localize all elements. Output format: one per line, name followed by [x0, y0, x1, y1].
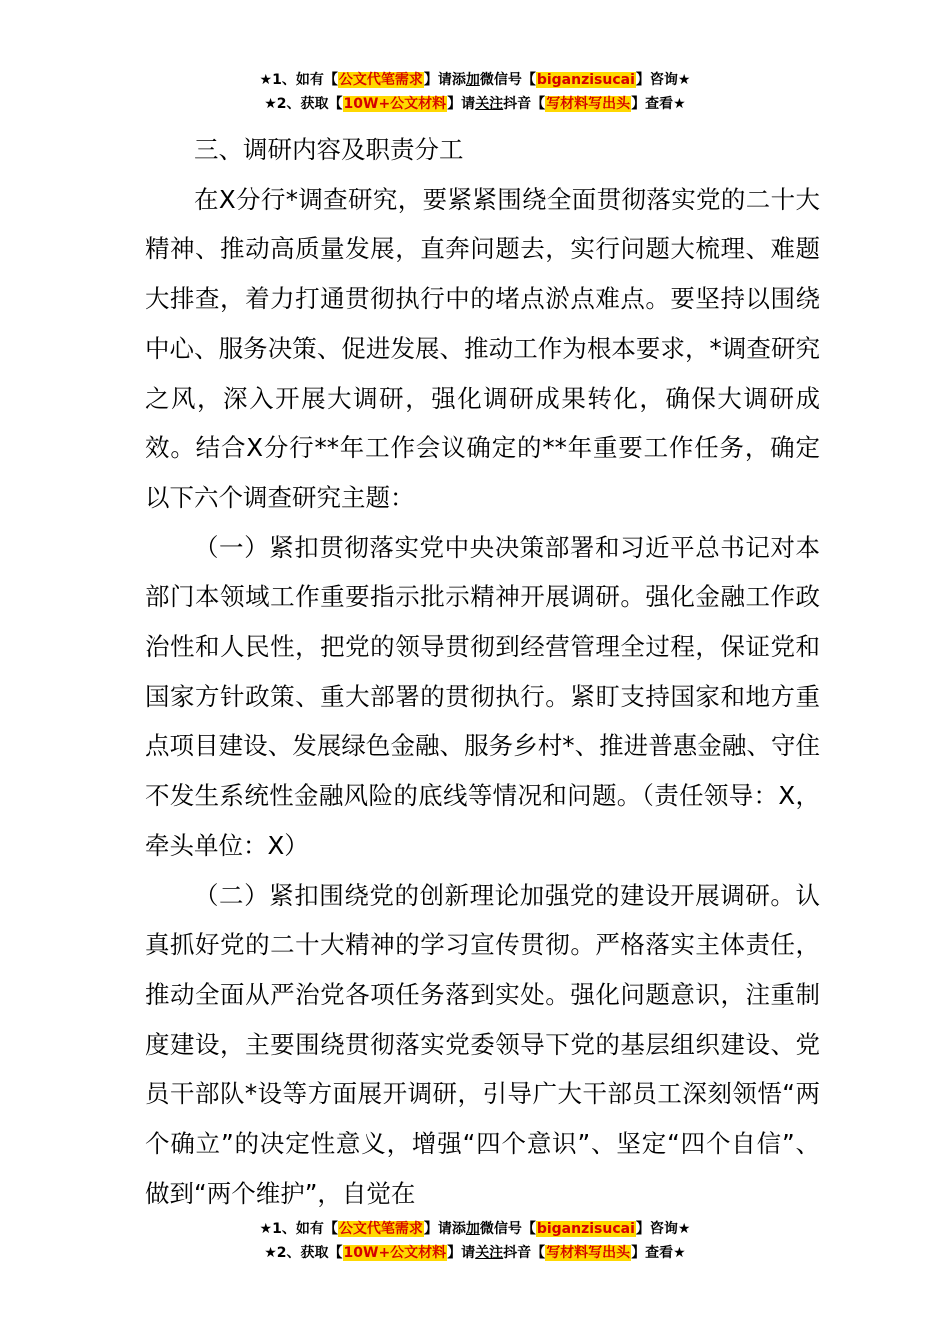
paragraph-intro: 在X分行*调查研究，要紧紧围绕全面贯彻落实党的二十大精神、推动高质量发展，直奔问题去，实行问题大梳理、难题大排查，着力打通贯彻执行中的堵点淤点难点。要坚持以围绕中心、服务决策、促进发展、推动工作为根本要求，*调查研究之风，深入开展大调研，强化调研成果转化，确保大调研成效。结合X分行**年工作会议确定的**年重要工作任务，确定以下六个调查研究主题：	[145, 184, 820, 512]
paragraph-topic-2: （二）紧扣围绕党的创新理论加强党的建设开展调研。认真抓好党的二十大精神的学习宣传贯彻。严格落实主体责任，推动全面从严治党各项任务落到实处。强化问题意识，注重制度建设，主要围绕贯彻落实党委领导下党的基层组织建设、党员干部队*设等方面展开调研，引导广大干部员工深刻领悟“两个确立”的决定性意义，增强“四个意识”、坚定“四个自信”、做到“两个维护”，自觉在	[145, 880, 820, 1208]
bottom-promo-banner	[0, 1217, 950, 1265]
document-body	[145, 125, 820, 1218]
highlight-demand: 公文代笔需求	[338, 1221, 423, 1237]
highlight-wechat-id: biganzisucai	[536, 1221, 635, 1237]
section-heading: 三、调研内容及职责分工	[194, 135, 464, 164]
promo-line-1: ★1、如有【公文代笔需求】请添加微信号【biganzisucai】咨询★	[259, 72, 691, 88]
promo-line-2: ★2、获取【10W+公文材料】请关注抖音【写材料写出头】查看★	[264, 96, 686, 112]
highlight-wechat-id: biganzisucai	[536, 72, 635, 88]
promo-line-2: ★2、获取【10W+公文材料】请关注抖音【写材料写出头】查看★	[264, 1245, 686, 1261]
top-promo-banner	[0, 68, 950, 116]
highlight-demand: 公文代笔需求	[338, 72, 423, 88]
highlight-douyin: 写材料写出头	[546, 1245, 631, 1261]
paragraph-topic-1: （一）紧扣贯彻落实党中央决策部署和习近平总书记对本部门本领域工作重要指示批示精神开展调研。强化金融工作政治性和人民性，把党的领导贯彻到经营管理全过程，保证党和国家方针政策、重大部署的贯彻执行。紧盯支持国家和地方重点项目建设、发展绿色金融、服务乡村*、推进普惠金融、守住不发生系统性金融风险的底线等情况和问题。（责任领导：X，牵头单位：X）	[145, 532, 820, 860]
highlight-douyin: 写材料写出头	[546, 96, 631, 112]
highlight-materials: 10W+公文材料	[343, 96, 447, 112]
promo-line-1: ★1、如有【公文代笔需求】请添加微信号【biganzisucai】咨询★	[259, 1221, 691, 1237]
highlight-materials: 10W+公文材料	[343, 1245, 447, 1261]
